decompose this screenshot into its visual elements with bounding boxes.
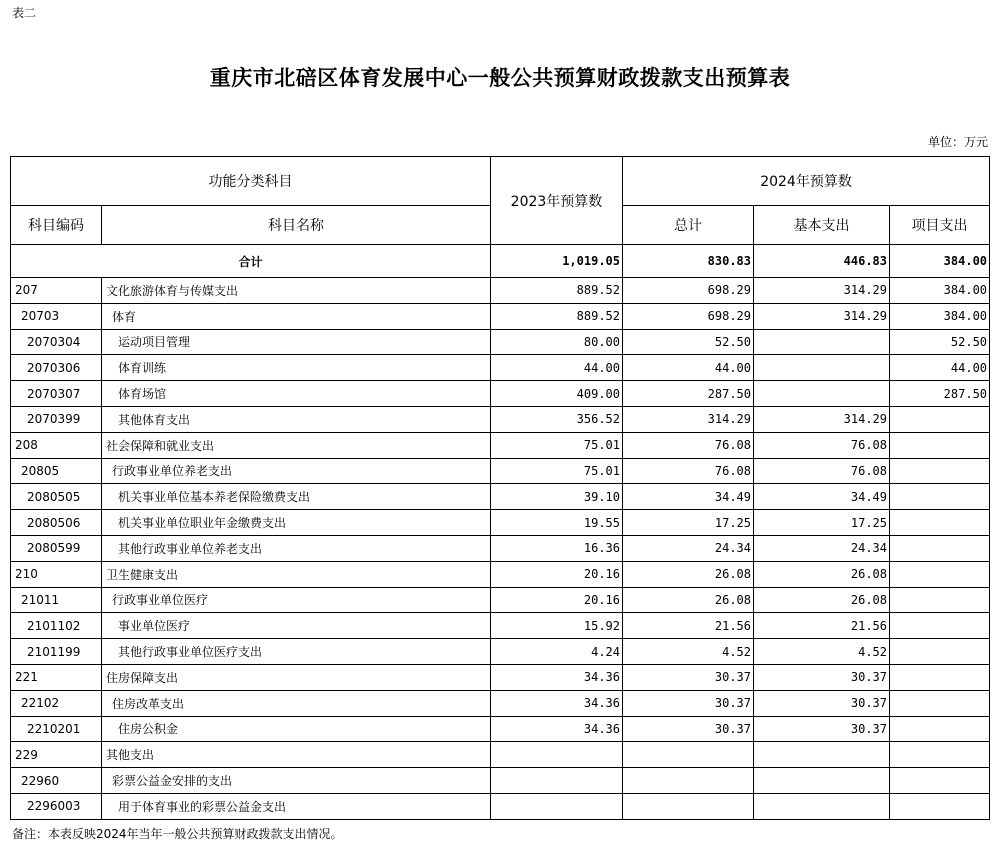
table-row: [11, 432, 990, 458]
name-cell: 体育场馆: [102, 381, 491, 407]
header-name: 科目名称: [102, 206, 491, 245]
budget-2023-cell: 889.52: [491, 303, 623, 329]
budget-2023-cell: [491, 742, 623, 768]
project-cell: [890, 587, 990, 613]
name-cell: 机关事业单位基本养老保险缴费支出: [102, 484, 491, 510]
table-label: 表二: [12, 6, 37, 20]
name-cell: 运动项目管理: [102, 329, 491, 355]
total-2024-cell: 17.25: [623, 510, 754, 536]
basic-cell: [754, 381, 890, 407]
header-basic: 基本支出: [754, 206, 890, 245]
total-2024-cell: 698.29: [623, 278, 754, 304]
total-2023: 1,019.05: [491, 245, 623, 278]
code-cell: 21011: [11, 587, 102, 613]
name-cell: 用于体育事业的彩票公益金支出: [102, 793, 491, 819]
code-cell: 207: [11, 278, 102, 304]
total-2024-cell: 314.29: [623, 406, 754, 432]
table-row: [11, 484, 990, 510]
code-cell: 20703: [11, 303, 102, 329]
code-cell: 2070304: [11, 329, 102, 355]
basic-cell: [754, 768, 890, 794]
budget-2023-cell: 16.36: [491, 535, 623, 561]
budget-table: [10, 156, 990, 820]
total-row: [11, 245, 990, 278]
project-cell: [890, 458, 990, 484]
name-cell: 行政事业单位养老支出: [102, 458, 491, 484]
total-2024-cell: 4.52: [623, 639, 754, 665]
total-2024-cell: 52.50: [623, 329, 754, 355]
code-cell: 210: [11, 561, 102, 587]
name-cell: 其他行政事业单位养老支出: [102, 535, 491, 561]
budget-2023-cell: 356.52: [491, 406, 623, 432]
total-2024-cell: 34.49: [623, 484, 754, 510]
name-cell: 住房保障支出: [102, 664, 491, 690]
code-cell: 2070306: [11, 355, 102, 381]
project-cell: [890, 432, 990, 458]
header-budget-2024: 2024年预算数: [623, 157, 990, 206]
total-2024-cell: 21.56: [623, 613, 754, 639]
total-2024-cell: 24.34: [623, 535, 754, 561]
budget-2023-cell: 34.36: [491, 716, 623, 742]
name-cell: 其他体育支出: [102, 406, 491, 432]
name-cell: 彩票公益金安排的支出: [102, 768, 491, 794]
budget-2023-cell: 75.01: [491, 458, 623, 484]
project-cell: 44.00: [890, 355, 990, 381]
total-2024-cell: 287.50: [623, 381, 754, 407]
total-2024-cell: 30.37: [623, 716, 754, 742]
budget-2023-cell: 889.52: [491, 278, 623, 304]
total-2024-cell: [623, 768, 754, 794]
basic-cell: 21.56: [754, 613, 890, 639]
total-2024-cell: 30.37: [623, 690, 754, 716]
code-cell: 2080506: [11, 510, 102, 536]
name-cell: 其他行政事业单位医疗支出: [102, 639, 491, 665]
basic-cell: 30.37: [754, 664, 890, 690]
code-cell: 221: [11, 664, 102, 690]
name-cell: 社会保障和就业支出: [102, 432, 491, 458]
code-cell: 208: [11, 432, 102, 458]
code-cell: 2070307: [11, 381, 102, 407]
header-func-class: 功能分类科目: [11, 157, 491, 206]
code-cell: 22102: [11, 690, 102, 716]
code-cell: 2080505: [11, 484, 102, 510]
total-label: 合计: [11, 245, 491, 278]
table-row: [11, 510, 990, 536]
basic-cell: [754, 355, 890, 381]
budget-2023-cell: 39.10: [491, 484, 623, 510]
table-row: [11, 639, 990, 665]
project-cell: [890, 561, 990, 587]
basic-cell: 314.29: [754, 278, 890, 304]
total-2024-cell: 44.00: [623, 355, 754, 381]
budget-2023-cell: 4.24: [491, 639, 623, 665]
project-cell: 287.50: [890, 381, 990, 407]
table-row: [11, 458, 990, 484]
project-cell: [890, 664, 990, 690]
total-project: 384.00: [890, 245, 990, 278]
total-2024-cell: 76.08: [623, 458, 754, 484]
table-row: [11, 406, 990, 432]
table-row: [11, 278, 990, 304]
code-cell: 22960: [11, 768, 102, 794]
footnote: 备注：本表反映2024年当年一般公共预算财政拨款支出情况。: [12, 827, 343, 841]
basic-cell: [754, 793, 890, 819]
code-cell: 2070399: [11, 406, 102, 432]
project-cell: [890, 716, 990, 742]
project-cell: [890, 484, 990, 510]
code-cell: 2101102: [11, 613, 102, 639]
project-cell: [890, 768, 990, 794]
table-row: [11, 613, 990, 639]
name-cell: 卫生健康支出: [102, 561, 491, 587]
table-row: [11, 561, 990, 587]
budget-2023-cell: 34.36: [491, 664, 623, 690]
name-cell: 其他支出: [102, 742, 491, 768]
budget-2023-cell: 75.01: [491, 432, 623, 458]
budget-2023-cell: [491, 793, 623, 819]
unit-label: 单位：万元: [927, 135, 988, 149]
name-cell: 住房公积金: [102, 716, 491, 742]
basic-cell: 314.29: [754, 303, 890, 329]
table-row: [11, 303, 990, 329]
project-cell: 384.00: [890, 278, 990, 304]
basic-cell: [754, 329, 890, 355]
basic-cell: 17.25: [754, 510, 890, 536]
table-row: [11, 329, 990, 355]
basic-cell: 26.08: [754, 587, 890, 613]
name-cell: 体育训练: [102, 355, 491, 381]
table-row: [11, 535, 990, 561]
total-basic: 446.83: [754, 245, 890, 278]
basic-cell: [754, 742, 890, 768]
table-row: [11, 587, 990, 613]
total-2024-cell: 26.08: [623, 561, 754, 587]
name-cell: 体育: [102, 303, 491, 329]
name-cell: 文化旅游体育与传媒支出: [102, 278, 491, 304]
code-cell: 2101199: [11, 639, 102, 665]
total-2024-cell: 26.08: [623, 587, 754, 613]
basic-cell: 4.52: [754, 639, 890, 665]
total-2024-cell: 30.37: [623, 664, 754, 690]
header-total: 总计: [623, 206, 754, 245]
project-cell: [890, 510, 990, 536]
budget-2023-cell: 15.92: [491, 613, 623, 639]
basic-cell: 314.29: [754, 406, 890, 432]
budget-2023-cell: 20.16: [491, 587, 623, 613]
project-cell: [890, 742, 990, 768]
page-title: 重庆市北碚区体育发展中心一般公共预算财政拨款支出预算表: [209, 65, 791, 90]
basic-cell: 34.49: [754, 484, 890, 510]
table-row: [11, 664, 990, 690]
header-code: 科目编码: [11, 206, 102, 245]
budget-2023-cell: 20.16: [491, 561, 623, 587]
name-cell: 住房改革支出: [102, 690, 491, 716]
project-cell: [890, 639, 990, 665]
budget-2023-cell: [491, 768, 623, 794]
project-cell: [890, 535, 990, 561]
project-cell: 384.00: [890, 303, 990, 329]
code-cell: 229: [11, 742, 102, 768]
basic-cell: 30.37: [754, 690, 890, 716]
budget-2023-cell: 34.36: [491, 690, 623, 716]
project-cell: [890, 690, 990, 716]
total-2024-cell: [623, 742, 754, 768]
basic-cell: 76.08: [754, 458, 890, 484]
table-row: [11, 793, 990, 819]
project-cell: [890, 793, 990, 819]
name-cell: 事业单位医疗: [102, 613, 491, 639]
budget-2023-cell: 44.00: [491, 355, 623, 381]
name-cell: 行政事业单位医疗: [102, 587, 491, 613]
table-row: [11, 716, 990, 742]
total-2024-cell: 76.08: [623, 432, 754, 458]
code-cell: 20805: [11, 458, 102, 484]
total-2024-cell: [623, 793, 754, 819]
header-budget-2023: 2023年预算数: [491, 157, 623, 245]
table-row: [11, 690, 990, 716]
project-cell: 52.50: [890, 329, 990, 355]
header-project: 项目支出: [890, 206, 990, 245]
total-2024-cell: 698.29: [623, 303, 754, 329]
basic-cell: 76.08: [754, 432, 890, 458]
total-2024: 830.83: [623, 245, 754, 278]
table-row: [11, 381, 990, 407]
basic-cell: 26.08: [754, 561, 890, 587]
code-cell: 2210201: [11, 716, 102, 742]
name-cell: 机关事业单位职业年金缴费支出: [102, 510, 491, 536]
basic-cell: 24.34: [754, 535, 890, 561]
table-row: [11, 768, 990, 794]
budget-2023-cell: 19.55: [491, 510, 623, 536]
project-cell: [890, 406, 990, 432]
project-cell: [890, 613, 990, 639]
basic-cell: 30.37: [754, 716, 890, 742]
table-row: [11, 355, 990, 381]
budget-2023-cell: 80.00: [491, 329, 623, 355]
budget-2023-cell: 409.00: [491, 381, 623, 407]
code-cell: 2080599: [11, 535, 102, 561]
table-row: [11, 742, 990, 768]
code-cell: 2296003: [11, 793, 102, 819]
